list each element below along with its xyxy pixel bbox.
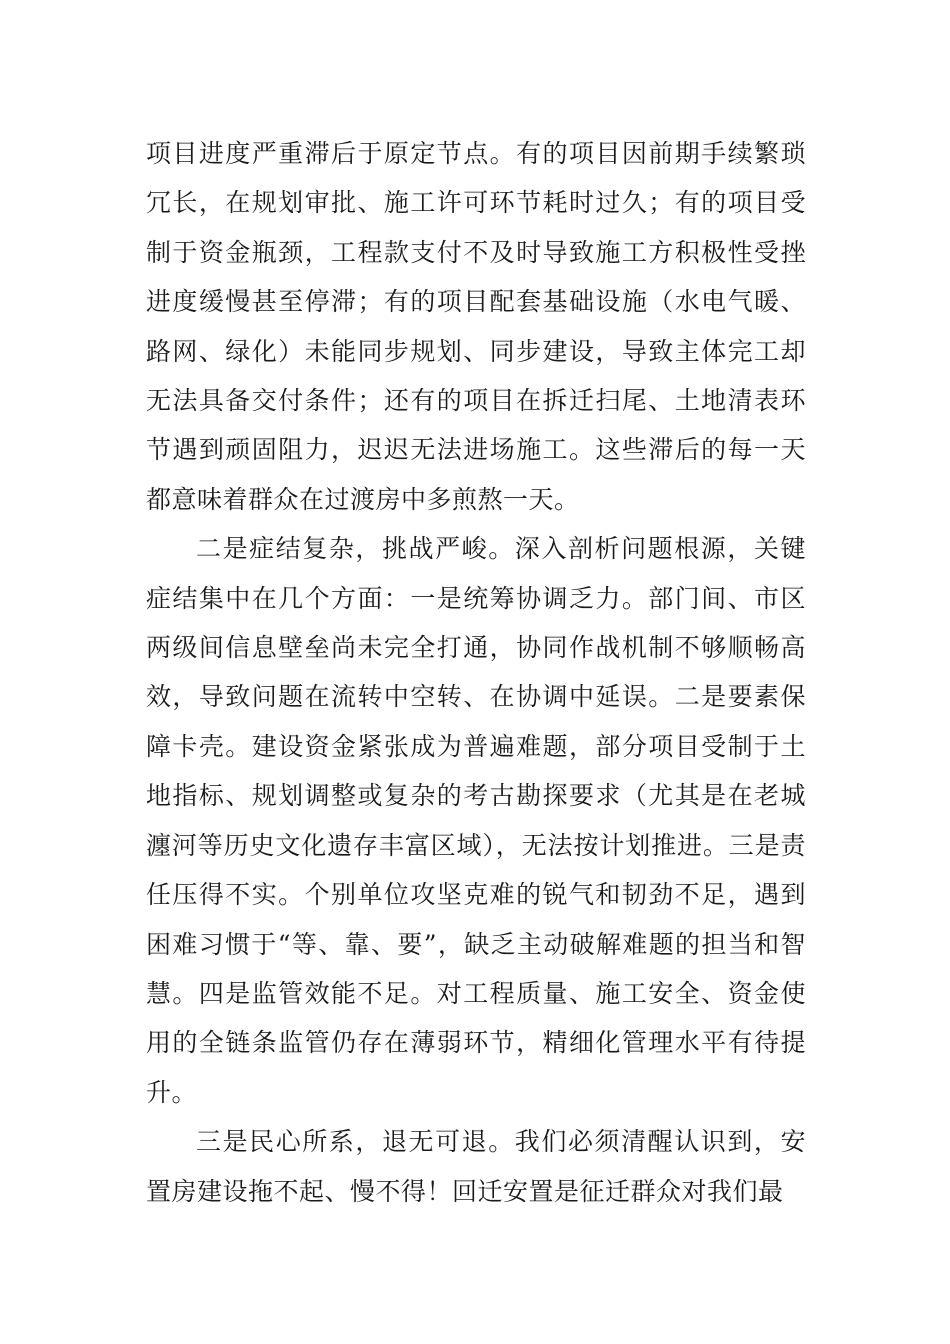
document-body [146,129,806,1216]
paragraph-second-point: 二是症结复杂，挑战严峻。深入剖析问题根源，关键症结集中在几个方面：一是统筹协调乏力。部门间、市区两级间信息壁垒尚未完全打通，协同作战机制不够顺畅高效，导致问题在流转中空转、在协调中延误。二是要素保障卡壳。建设资金紧张成为普遍难题，部分项目受制于土地指标、规划调整或复杂的考古勘探要求（尤其是在老城瀍河等历史文化遗存丰富区域），无法按计划推进。三是责任压得不实。个别单位攻坚克难的锐气和韧劲不足，遇到困难习惯于“等、靠、要”，缺乏主动破解难题的担当和智慧。四是监管效能不足。对工程质量、施工安全、资金使用的全链条监管仍存在薄弱环节，精细化管理水平有待提升。 [146,534,806,1107]
paragraph-continued: 项目进度严重滞后于原定节点。有的项目因前期手续繁琐冗长，在规划审批、施工许可环节耗时过久；有的项目受制于资金瓶颈，工程款支付不及时导致施工方积极性受挫进度缓慢甚至停滞；有的项目配套基础设施（水电气暖、路网、绿化）未能同步规划、同步建设，导致主体完工却无法具备交付条件；还有的项目在拆迁扫尾、土地清表环节遇到顽固阻力，迟迟无法进场施工。这些滞后的每一天都意味着群众在过渡房中多煎熬一天。 [146,139,806,514]
paragraph-third-point: 三是民心所系，退无可退。我们必须清醒认识到，安置房建设拖不起、慢不得！回迁安置是征迁群众对我们最 [146,1127,806,1206]
